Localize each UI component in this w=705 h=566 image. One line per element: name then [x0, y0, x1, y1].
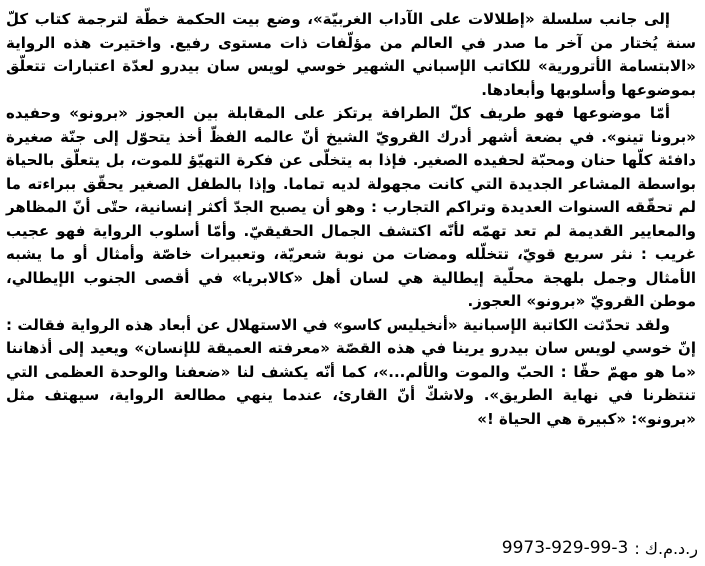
paragraph-subject-style: أمّا موضوعها فهو طريف كلّ الطرافة يرتكز على المقابلة بين العجوز «برونو» وحفيده «برونا تينو». في بضعة أشهر أدرك القرويّ الشيخ أنّ عالمه الفظّ أخذ يتحوّل إلى جنّة صغيرة دافئة كلّها حنان ومحبّة لحفيده الصغير. فإذا به يتخلّى عن فكرة التهيّؤ للموت، بل يتعلّق بالحياة بواسطة المشاعر الجديدة التي كانت مجهولة لديه تماما. وإذا بالطفل الصغير يحقّق ببراءته ما لم تحقّقه السنوات العديدة وتراكم التجارب : وهو أن يصبح الجدّ أكثر إنسانية، حتّى أنّ المظاهر والمعايير القديمة لم تعد تهمّه لأنّه اكتشف الجمال الحقيقيّ. وأمّا أسلوب الرواية فهو عجيب غريب : نثر سريع قويّ، تتخلّله ومضات من نوبة شعريّة، وتعبيرات خاصّة وأمثال أو ما يشبه الأمثال وجمل بلهجة محلّية إيطالية هي لسان أهل «كالابريا» في أقصى الجنوب الإيطالي، موطن القرويّ «برونو» العجوز. — [6, 104, 696, 310]
paragraph-dimensions: ولقد تحدّثت الكاتبة الإسبانية «أنخيليس كاسو» في الاستهلال عن أبعاد هذه الرواية فقالت : إنّ خوسي لويس سان بيدرو يرينا في هذه القصّة «معرفته العميقة للإنسان» ويعيد إلى أذهاننا «ما هو مهمّ حقّا : الحبّ والموت والألم...»، كما أنّه يكشف لنا «ضعفنا والوحدة العظمى التي تنتظرنا في نهاية الطريق». ولاشكّ أنّ القارئ، عندما ينهي مطالعة الرواية، سيهتف مثل «برونو»: «كبيرة هي الحياة !» — [6, 315, 696, 428]
isbn-label: ر.د.م.ك : — [634, 538, 698, 558]
paragraph-intro: إلى جانب سلسلة «إطلالات على الآداب الغربيّة»، وضع بيت الحكمة خطّة لترجمة كتاب كلّ سنة يُختار من آخر ما صدر في العالم من مؤلّفات ذات مستوى رفيع. واختيرت هذه الرواية «الابتسامة الأترورية» للكاتب الإسباني الشهير خوسي لويس سان بيدرو لعدّة اعتبارات تتعلّق بموضوعها وأسلوبها وأبعادها. — [6, 10, 696, 99]
isbn-line — [458, 535, 698, 561]
body-text — [6, 8, 696, 431]
isbn-number: 9973-929-99-3 — [501, 538, 629, 558]
